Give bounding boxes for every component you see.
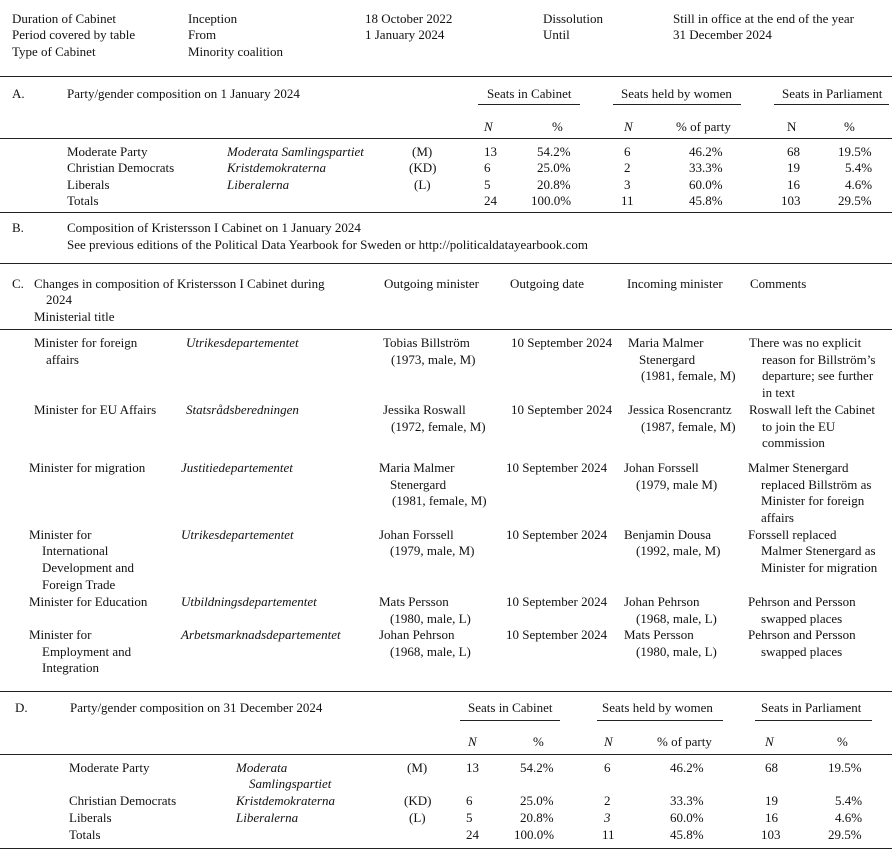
ministerial-title: Minister for migration <box>29 460 146 475</box>
ministerial-title: International <box>42 543 109 558</box>
type-value: Minority coalition <box>188 44 283 59</box>
parliament-n: 19 <box>765 793 778 808</box>
women-pct: 60.0% <box>670 810 704 825</box>
col-incoming-minister: Incoming minister <box>627 276 723 291</box>
col-outgoing-minister: Outgoing minister <box>384 276 479 291</box>
ministerial-title: Minister for foreign <box>34 335 138 350</box>
comment: Roswall left the Cabinet <box>749 402 876 417</box>
section-d-title: Party/gender composition on 31 December 2024 <box>70 700 323 715</box>
comment: There was no explicit <box>749 335 862 350</box>
party-name: Christian Democrats <box>67 160 175 175</box>
comment: Minister for migration <box>761 560 878 575</box>
party-native-name: Liberalerna <box>236 810 299 825</box>
outgoing-date: 10 September 2024 <box>511 335 613 350</box>
section-c-title-year: 2024 <box>46 292 72 307</box>
section-a-col-cabinet: Seats in Cabinet <box>487 86 572 101</box>
totals-label: Totals <box>67 193 99 208</box>
cabinet-pct: 100.0% <box>531 193 572 208</box>
divider <box>460 720 560 721</box>
cabinet-pct: 25.0% <box>537 160 571 175</box>
outgoing-date: 10 September 2024 <box>506 627 608 642</box>
comment: Malmer Stenergard <box>748 460 849 475</box>
cabinet-n: 5 <box>484 177 491 192</box>
party-name: Moderate Party <box>69 760 150 775</box>
women-pct: 45.8% <box>670 827 704 842</box>
ministerial-title: Employment and <box>42 644 132 659</box>
type-label: Type of Cabinet <box>12 44 96 59</box>
comment: Pehrson and Persson <box>748 594 856 609</box>
col-comments: Comments <box>750 276 807 291</box>
section-d-col-parliament: Seats in Parliament <box>761 700 862 715</box>
section-d-col-cabinet: Seats in Cabinet <box>468 700 553 715</box>
divider <box>597 720 723 721</box>
divider <box>0 329 892 330</box>
party-native-name: Liberalerna <box>227 177 290 192</box>
women-n: 11 <box>621 193 634 208</box>
ministerial-title: Minister for <box>29 527 92 542</box>
incoming-minister: Stenergard <box>639 352 696 367</box>
section-b-letter: B. <box>12 220 24 235</box>
divider <box>0 691 892 692</box>
party-abbr: (M) <box>407 760 428 775</box>
cabinet-n: 6 <box>484 160 491 175</box>
outgoing-date: 10 September 2024 <box>506 594 608 609</box>
women-n: 6 <box>604 760 611 775</box>
party-abbr: (KD) <box>404 793 432 808</box>
incoming-minister-details: (1981, female, M) <box>641 368 736 383</box>
section-a-letter: A. <box>12 86 25 101</box>
party-name: Liberals <box>67 177 110 192</box>
outgoing-date: 10 September 2024 <box>511 402 613 417</box>
party-abbr: (L) <box>414 177 431 192</box>
parliament-n: 19 <box>787 160 800 175</box>
women-pct: 33.3% <box>689 160 723 175</box>
outgoing-minister: Tobias Billström <box>383 335 470 350</box>
ministerial-title: Minister for EU Affairs <box>34 402 157 417</box>
department: Utrikesdepartementet <box>181 527 294 542</box>
section-a-sub-pct: % <box>552 119 563 134</box>
comment: affairs <box>761 510 794 525</box>
incoming-minister: Johan Forssell <box>624 460 699 475</box>
cabinet-pct: 20.8% <box>537 177 571 192</box>
from-date: 1 January 2024 <box>365 27 445 42</box>
incoming-minister-details: (1979, male M) <box>636 477 718 492</box>
cabinet-n: 13 <box>466 760 479 775</box>
outgoing-minister-details: (1981, female, M) <box>392 493 487 508</box>
section-c-title: Changes in composition of Kristersson I Cabinet during <box>34 276 325 291</box>
parliament-pct: 19.5% <box>828 760 862 775</box>
incoming-minister-details: (1968, male, L) <box>636 611 717 626</box>
parliament-n: 68 <box>765 760 778 775</box>
section-d-sub-pct-party: % of party <box>657 734 712 749</box>
outgoing-minister: Johan Pehrson <box>379 627 455 642</box>
party-abbr: (L) <box>409 810 426 825</box>
inception-date: 18 October 2022 <box>365 11 453 26</box>
comment: reason for Billström’s <box>762 352 876 367</box>
section-d-sub-n: N <box>468 734 477 749</box>
outgoing-minister-details: (1972, female, M) <box>391 419 486 434</box>
parliament-n: 16 <box>765 810 778 825</box>
divider <box>0 848 892 849</box>
parliament-pct: 29.5% <box>828 827 862 842</box>
outgoing-minister-details: (1968, male, L) <box>390 644 471 659</box>
duration-label: Duration of Cabinet <box>12 11 116 26</box>
section-a-col-women: Seats held by women <box>621 86 732 101</box>
section-a-sub-n: N <box>787 119 797 134</box>
section-b-line2: See previous editions of the Political Data Yearbook for Sweden or http://politicaldatayearbook.com <box>67 237 588 252</box>
section-d-col-women: Seats held by women <box>602 700 713 715</box>
until-date: 31 December 2024 <box>673 27 772 42</box>
department: Utrikesdepartementet <box>186 335 299 350</box>
section-b-line1: Composition of Kristersson I Cabinet on 1 January 2024 <box>67 220 361 235</box>
incoming-minister: Johan Pehrson <box>624 594 700 609</box>
cabinet-pct: 100.0% <box>514 827 555 842</box>
outgoing-minister: Jessika Roswall <box>383 402 466 417</box>
party-abbr: (KD) <box>409 160 437 175</box>
outgoing-minister-details: (1980, male, L) <box>390 611 471 626</box>
section-a-sub-pct-party: % of party <box>676 119 731 134</box>
totals-label: Totals <box>69 827 101 842</box>
cabinet-n: 24 <box>466 827 479 842</box>
parliament-pct: 29.5% <box>838 193 872 208</box>
party-native-name: Moderata Samlingspartiet <box>227 144 364 159</box>
incoming-minister-details: (1992, male, M) <box>636 543 721 558</box>
divider <box>613 104 741 105</box>
incoming-minister: Maria Malmer <box>628 335 704 350</box>
outgoing-minister-details: (1973, male, M) <box>391 352 476 367</box>
divider <box>0 138 892 139</box>
comment: replaced Billström as <box>761 477 872 492</box>
divider <box>0 76 892 77</box>
cabinet-pct: 25.0% <box>520 793 554 808</box>
dissolution-label: Dissolution <box>543 11 603 26</box>
divider <box>0 212 892 213</box>
outgoing-minister: Mats Persson <box>379 594 449 609</box>
parliament-n: 103 <box>761 827 781 842</box>
cabinet-pct: 20.8% <box>520 810 554 825</box>
parliament-n: 103 <box>781 193 801 208</box>
section-a-sub-pct: % <box>844 119 855 134</box>
divider <box>755 720 872 721</box>
women-n: 2 <box>604 793 611 808</box>
outgoing-minister: Johan Forssell <box>379 527 454 542</box>
from-label: From <box>188 27 217 42</box>
cabinet-n: 13 <box>484 144 497 159</box>
period-label: Period covered by table <box>12 27 136 42</box>
comment: Forssell replaced <box>748 527 837 542</box>
parliament-pct: 5.4% <box>835 793 863 808</box>
outgoing-minister: Maria Malmer <box>379 460 455 475</box>
women-n: 6 <box>624 144 631 159</box>
outgoing-minister: Stenergard <box>390 477 447 492</box>
ministerial-title: Development and <box>42 560 135 575</box>
col-outgoing-date: Outgoing date <box>510 276 585 291</box>
divider <box>0 263 892 264</box>
parliament-n: 16 <box>787 177 800 192</box>
comment: in text <box>762 385 795 400</box>
divider <box>774 104 889 105</box>
outgoing-date: 10 September 2024 <box>506 527 608 542</box>
women-n: 3 <box>624 177 631 192</box>
divider <box>478 104 580 105</box>
section-a-sub-n: N <box>484 119 493 134</box>
comment: Pehrson and Persson <box>748 627 856 642</box>
comment: Malmer Stenergard as <box>761 543 876 558</box>
parliament-pct: 19.5% <box>838 144 872 159</box>
dissolution-value: Still in office at the end of the year <box>673 11 854 26</box>
cabinet-n: 24 <box>484 193 497 208</box>
section-d-sub-pct: % <box>533 734 544 749</box>
incoming-minister-details: (1980, male, L) <box>636 644 717 659</box>
comment: to join the EU <box>762 419 836 434</box>
comment: commission <box>762 435 825 450</box>
incoming-minister-details: (1987, female, M) <box>641 419 736 434</box>
cabinet-pct: 54.2% <box>537 144 571 159</box>
women-pct: 60.0% <box>689 177 723 192</box>
party-name: Liberals <box>69 810 112 825</box>
section-d-sub-n: N <box>765 734 774 749</box>
incoming-minister: Benjamin Dousa <box>624 527 712 542</box>
until-label: Until <box>543 27 570 42</box>
ministerial-title: Minister for Education <box>29 594 148 609</box>
party-abbr: (M) <box>412 144 433 159</box>
outgoing-minister-details: (1979, male, M) <box>390 543 475 558</box>
ministerial-title: Minister for <box>29 627 92 642</box>
cabinet-pct: 54.2% <box>520 760 554 775</box>
women-n: 3 <box>604 810 611 825</box>
outgoing-date: 10 September 2024 <box>506 460 608 475</box>
inception-label: Inception <box>188 11 238 26</box>
women-n: 2 <box>624 160 631 175</box>
section-a-title: Party/gender composition on 1 January 2024 <box>67 86 300 101</box>
comment: Minister for foreign <box>761 493 865 508</box>
party-native-name: Kristdemokraterna <box>227 160 326 175</box>
ministerial-title: affairs <box>46 352 79 367</box>
parliament-pct: 5.4% <box>845 160 873 175</box>
department: Statsrådsberedningen <box>186 402 299 417</box>
party-native-name: Moderata <box>236 760 288 775</box>
women-pct: 45.8% <box>689 193 723 208</box>
ministerial-title: Integration <box>42 660 100 675</box>
parliament-pct: 4.6% <box>835 810 863 825</box>
parliament-n: 68 <box>787 144 800 159</box>
cabinet-n: 5 <box>466 810 473 825</box>
divider <box>0 754 892 755</box>
comment: departure; see further <box>762 368 874 383</box>
women-n: 11 <box>602 827 615 842</box>
women-pct: 46.2% <box>689 144 723 159</box>
section-d-sub-pct: % <box>837 734 848 749</box>
section-a-col-parliament: Seats in Parliament <box>782 86 883 101</box>
section-d-letter: D. <box>15 700 28 715</box>
comment: swapped places <box>761 611 843 626</box>
section-c-letter: C. <box>12 276 24 291</box>
incoming-minister: Jessica Rosencrantz <box>628 402 732 417</box>
section-d-sub-n: N <box>604 734 613 749</box>
women-pct: 46.2% <box>670 760 704 775</box>
party-native-name: Kristdemokraterna <box>236 793 335 808</box>
women-pct: 33.3% <box>670 793 704 808</box>
party-name: Moderate Party <box>67 144 148 159</box>
ministerial-title: Foreign Trade <box>42 577 116 592</box>
party-name: Christian Democrats <box>69 793 177 808</box>
incoming-minister: Mats Persson <box>624 627 694 642</box>
cabinet-n: 6 <box>466 793 473 808</box>
department: Arbetsmarknadsdepartementet <box>181 627 341 642</box>
department: Justitiedepartementet <box>181 460 293 475</box>
parliament-pct: 4.6% <box>845 177 873 192</box>
department: Utbildningsdepartementet <box>181 594 317 609</box>
section-a-sub-n: N <box>624 119 633 134</box>
party-native-name: Samlingspartiet <box>249 776 332 791</box>
comment: swapped places <box>761 644 843 659</box>
col-ministerial-title: Ministerial title <box>34 309 115 324</box>
